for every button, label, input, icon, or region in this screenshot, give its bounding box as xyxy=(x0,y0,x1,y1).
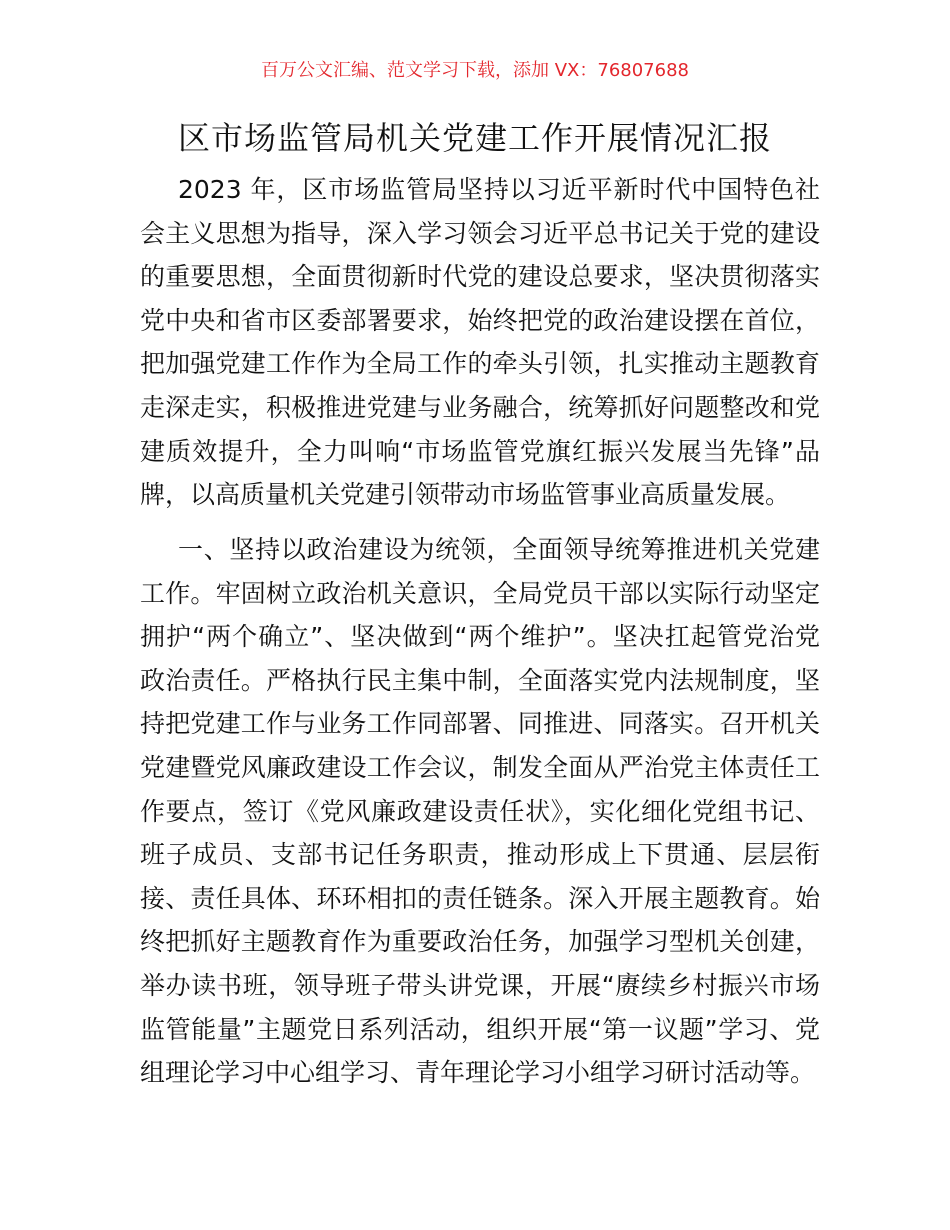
text-line: 的重要思想，全面贯彻新时代党的建设总要求，坚决贯彻落实 xyxy=(140,262,820,292)
paragraph-section-1 xyxy=(140,528,820,1095)
text-line: 监管能量”主题党日系列活动，组织开展“第一议题”学习、党 xyxy=(140,1014,820,1044)
text-line: 党建暨党风廉政建设工作会议，制发全面从严治党主体责任工 xyxy=(140,752,820,782)
text-line: 作要点，签订《党风廉政建设责任状》，实化细化党组书记、 xyxy=(140,796,820,826)
text-line: 走深走实，积极推进党建与业务融合，统筹抓好问题整改和党 xyxy=(140,392,820,422)
text-line: 接、责任具体、环环相扣的责任链条。深入开展主题教育。始 xyxy=(140,883,820,913)
text-line: 建质效提升，全力叫响“市场监管党旗红振兴发展当先锋”品 xyxy=(140,436,820,466)
text-line: 班子成员、支部书记任务职责，推动形成上下贯通、层层衔 xyxy=(140,840,820,870)
text-line: 举办读书班，领导班子带头讲党课，开展“赓续乡村振兴市场 xyxy=(140,970,820,1000)
text-line: 牌，以高质量机关党建引领带动市场监管事业高质量发展。 xyxy=(140,480,791,510)
text-line: 党中央和省市区委部署要求，始终把党的政治建设摆在首位， xyxy=(140,305,820,335)
text-line: 组理论学习中心组学习、青年理论学习小组学习研讨活动等。 xyxy=(140,1058,816,1088)
text-line: 持把党建工作与业务工作同部署、同推进、同落实。召开机关 xyxy=(140,709,820,739)
text-line: 2023 年，区市场监管局坚持以习近平新时代中国特色社 xyxy=(178,175,820,204)
watermark-banner: 百万公文汇编、范文学习下载，添加 VX：76807688 xyxy=(261,60,689,81)
text-line: 会主义思想为指导，深入学习领会习近平总书记关于党的建设 xyxy=(140,218,820,248)
text-line: 一、坚持以政治建设为统领，全面领导统筹推进机关党建 xyxy=(178,535,820,564)
paragraph-intro xyxy=(140,168,820,517)
text-line: 终把抓好主题教育作为重要政治任务，加强学习型机关创建， xyxy=(140,927,820,957)
text-line: 拥护“两个确立”、坚决做到“两个维护”。坚决扛起管党治党 xyxy=(140,622,820,652)
text-line: 工作。牢固树立政治机关意识，全局党员干部以实际行动坚定 xyxy=(140,578,820,608)
document-title: 区市场监管局机关党建工作开展情况汇报 xyxy=(177,119,772,157)
text-line: 政治责任。严格执行民主集中制，全面落实党内法规制度，坚 xyxy=(140,665,820,695)
text-line: 把加强党建工作作为全局工作的牵头引领，扎实推动主题教育 xyxy=(140,349,820,379)
